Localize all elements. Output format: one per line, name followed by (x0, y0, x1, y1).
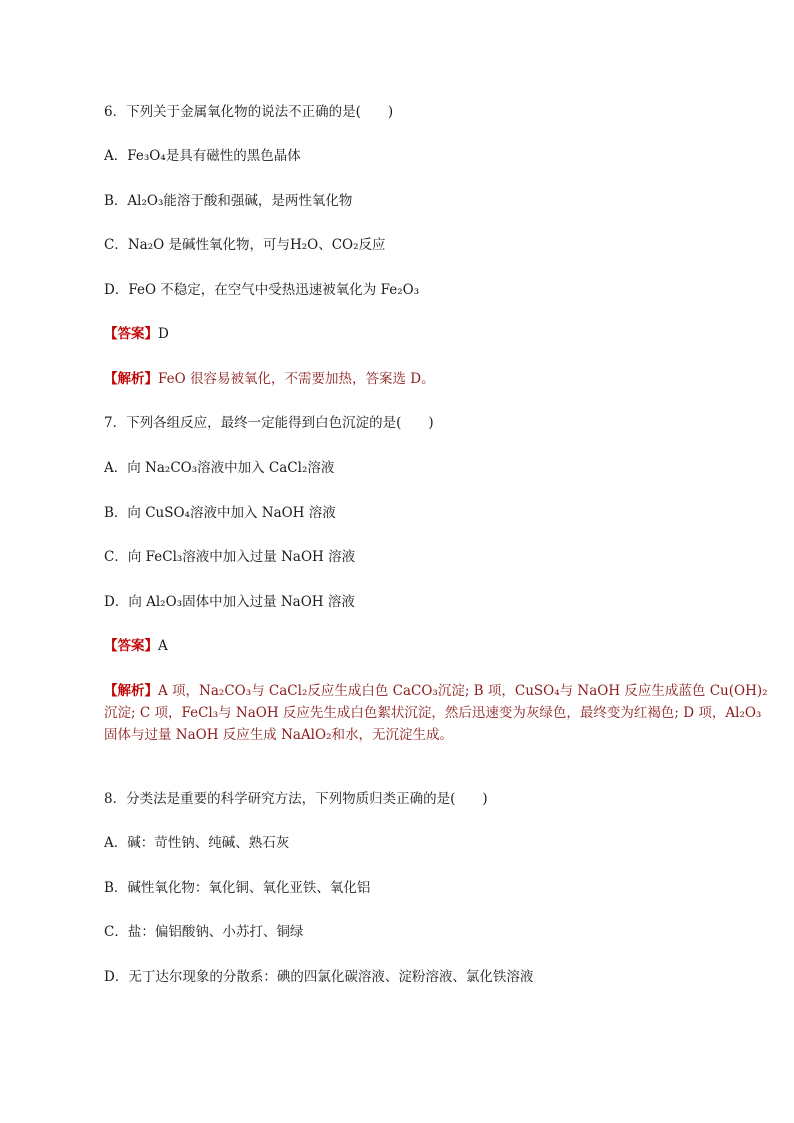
answer-value: D (158, 326, 169, 342)
analysis-text-1: A 项，Na₂CO₃与 CaCl₂反应生成白色 CaCO₃沉淀; B 项，CuSO₄与 NaOH 反应生成蓝色 Cu(OH)₂ (158, 683, 768, 699)
analysis-tag: 【解析】 (104, 683, 158, 699)
question-6-option-c: C．Na₂O 是碱性氧化物，可与H₂O、CO₂反应 (104, 237, 386, 253)
question-8-stem: 8．分类法是重要的科学研究方法，下列物质归类正确的是( ) (104, 791, 488, 807)
answer-tag: 【答案】 (104, 638, 158, 654)
question-7-answer (104, 635, 724, 657)
analysis-text: FeO 很容易被氧化，不需要加热，答案选 D。 (158, 371, 435, 387)
question-6-answer (104, 323, 724, 345)
question-7-option-d: D．向 Al₂O₃固体中加入过量 NaOH 溶液 (104, 594, 355, 610)
question-6-stem: 6．下列关于金属氧化物的说法不正确的是( ) (104, 104, 394, 120)
analysis-row-1 (104, 680, 768, 702)
analysis-row-2: 沉淀; C 项，FeCl₃与 NaOH 反应先生成白色絮状沉淀，然后迅速变为灰绿色，最终变为红褐色; D 项，Al₂O₃ (104, 705, 762, 721)
question-8-option-d: D．无丁达尔现象的分散系：碘的四氯化碳溶液、淀粉溶液、氯化铁溶液 (104, 969, 534, 985)
answer-value: A (158, 638, 168, 654)
analysis-row-3: 固体与过量 NaOH 反应生成 NaAlO₂和水，无沉淀生成。 (104, 727, 453, 743)
answer-tag: 【答案】 (104, 326, 158, 342)
question-8-option-a: A．碱：苛性钠、纯碱、熟石灰 (104, 835, 290, 851)
question-6-option-b: B．Al₂O₃能溶于酸和强碱，是两性氧化物 (104, 193, 353, 209)
question-7-stem: 7．下列各组反应，最终一定能得到白色沉淀的是( ) (104, 415, 434, 431)
question-7-analysis (104, 680, 768, 746)
question-8-option-b: B．碱性氧化物：氧化铜、氧化亚铁、氧化铝 (104, 880, 371, 896)
question-6-analysis (104, 368, 724, 390)
analysis-tag: 【解析】 (104, 371, 158, 387)
question-7-option-c: C．向 FeCl₃溶液中加入过量 NaOH 溶液 (104, 549, 356, 565)
question-6-option-d: D．FeO 不稳定，在空气中受热迅速被氧化为 Fe₂O₃ (104, 282, 420, 298)
question-7-option-b: B．向 CuSO₄溶液中加入 NaOH 溶液 (104, 505, 336, 521)
question-6-option-a: A．Fe₃O₄是具有磁性的黑色晶体 (104, 148, 301, 164)
question-7-option-a: A．向 Na₂CO₃溶液中加入 CaCl₂溶液 (104, 460, 335, 476)
question-8-option-c: C．盐：偏铝酸钠、小苏打、铜绿 (104, 924, 304, 940)
